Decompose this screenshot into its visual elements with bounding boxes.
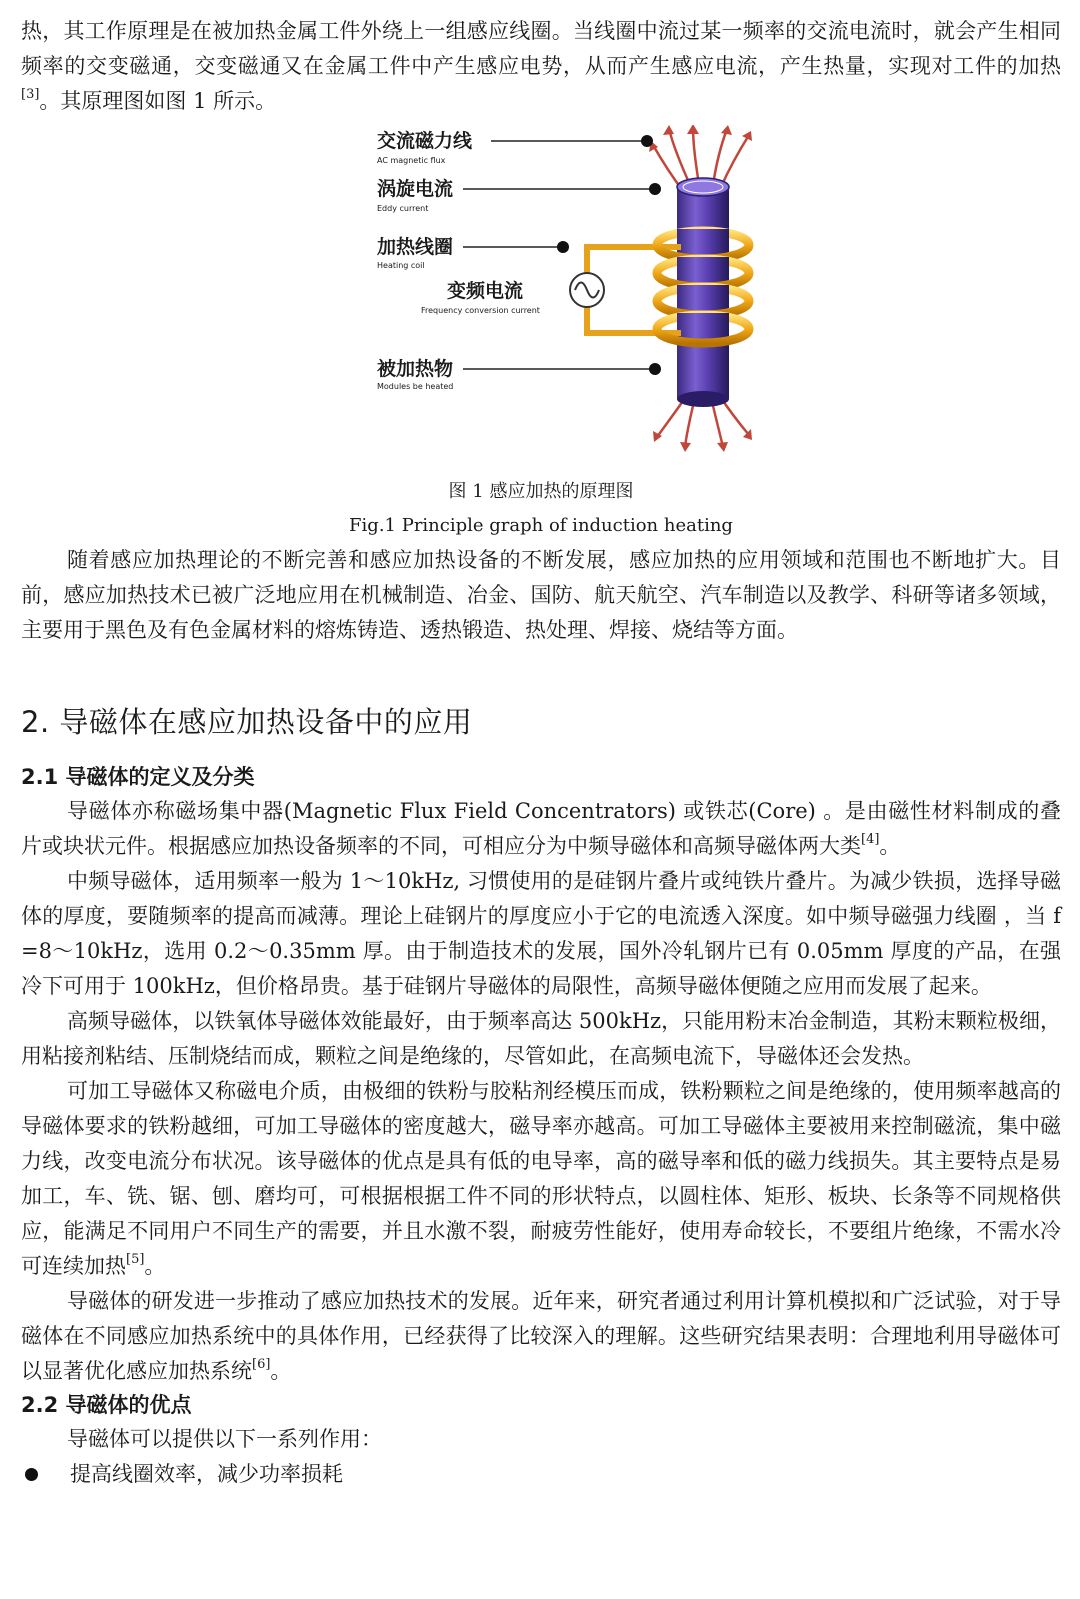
citation-3[interactable]: [3] — [21, 87, 40, 102]
induction-heating-diagram — [351, 125, 771, 455]
subsection-2-2-title: 2.2 导磁体的优点 — [21, 1393, 192, 1417]
figure-induction-heating — [21, 125, 1061, 467]
page-content — [21, 14, 1061, 1492]
figure-caption-cn: 图 1 感应加热的原理图 — [448, 481, 634, 502]
label-ac-flux-cn: 交流磁力线 — [377, 130, 473, 152]
subsection-2-1-title: 2.1 导磁体的定义及分类 — [21, 765, 255, 789]
label-freq-cn: 变频电流 — [447, 280, 524, 302]
paragraph-medium-frequency: 中频导磁体，适用频率一般为 1～10kHz, 习惯使用的是硅钢片叠片或纯铁片叠片。为减少铁损，选择导磁体的厚度，要随频率的提高而减薄。理论上硅钢片的厚度应小于它的电流透入深度。如中频导磁强力线圈 ，当 f =8～10kHz，选用 0.2～0.35mm 厚。由于制造技术的发展，国外冷轧钢片已有 0.05mm 厚度的产品，在强冷下可用于 100kHz，但价格昂贵。基于硅钢片导磁体的局限性，高频导磁体便随之应用而发展了起来。 — [21, 869, 1061, 998]
citation-5[interactable]: [5] — [126, 1252, 145, 1267]
bullet-item — [21, 1457, 1061, 1492]
citation-4[interactable]: [4] — [861, 832, 880, 847]
intro-paragraph: 热，其工作原理是在被加热金属工件外绕上一组感应线圈。当线圈中流过某一频率的交流电流时，就会产生相同频率的交变磁通，交变磁通又在金属工件中产生感应电势，从而产生感应电流，产生热量，实现对工件的加热[3]。其原理图如图 1 所示。 — [21, 19, 1061, 113]
paragraph-functions-intro: 导磁体可以提供以下一系列作用： — [67, 1427, 382, 1451]
paragraph-high-frequency: 高频导磁体，以铁氧体导磁体效能最好，由于频率高达 500kHz，只能用粉末冶金制造，其粉末颗粒极细，用粘接剂粘结、压制烧结而成，颗粒之间是绝缘的，尽管如此，在高频电流下，导磁体还会发热。 — [21, 1009, 1061, 1068]
label-heated-en: Modules be heated — [377, 382, 454, 391]
label-coil-en: Heating coil — [377, 261, 425, 270]
section-2-title: 2. 导磁体在感应加热设备中的应用 — [21, 705, 473, 739]
paragraph-definition: 导磁体亦称磁场集中器(Magnetic Flux Field Concentrators) 或铁芯(Core) 。是由磁性材料制成的叠片或块状元件。根据感应加热设备频率的不同，可相应分为中频导磁体和高频导磁体两大类[4]。 — [21, 799, 1061, 858]
bullet-text: 提高线圈效率，减少功率损耗 — [70, 1462, 343, 1486]
paragraph-research: 导磁体的研发进一步推动了感应加热技术的发展。近年来，研究者通过利用计算机模拟和广泛试验，对于导磁体在不同感应加热系统中的具体作用，已经获得了比较深入的理解。这些研究结果表明：合理地利用导磁体可以显著优化感应加热系统[6]。 — [21, 1289, 1061, 1383]
label-eddy-en: Eddy current — [377, 204, 429, 213]
label-freq-en: Frequency conversion current — [421, 306, 540, 315]
label-heated-cn: 被加热物 — [377, 358, 454, 380]
figure-caption-en: Fig.1 Principle graph of induction heating — [349, 515, 733, 536]
label-eddy-cn: 涡旋电流 — [377, 178, 454, 200]
bullet-icon — [25, 1468, 38, 1481]
label-ac-flux-en: AC magnetic flux — [377, 156, 446, 165]
paragraph-machinable: 可加工导磁体又称磁电介质，由极细的铁粉与胶粘剂经模压而成，铁粉颗粒之间是绝缘的，使用频率越高的导磁体要求的铁粉越细，可加工导磁体的密度越大，磁导率亦越高。可加工导磁体主要被用来控制磁流，集中磁力线，改变电流分布状况。该导磁体的优点是具有低的电导率，高的磁导率和低的磁力线损失。其主要特点是易加工，车、铣、锯、刨、磨均可，可根据根据工件不同的形状特点，以圆柱体、矩形、板块、长条等不同规格供应，能满足不同用户不同生产的需要，并且水激不裂，耐疲劳性能好，使用寿命较长，不要组片绝缘，不需水冷可连续加热[5]。 — [21, 1079, 1061, 1278]
citation-6[interactable]: [6] — [252, 1357, 271, 1372]
paragraph-applications: 随着感应加热理论的不断完善和感应加热设备的不断发展，感应加热的应用领域和范围也不断地扩大。目前，感应加热技术已被广泛地应用在机械制造、冶金、国防、航天航空、汽车制造以及教学、科研等诸多领域，主要用于黑色及有色金属材料的熔炼铸造、透热锻造、热处理、焊接、烧结等方面。 — [21, 548, 1061, 642]
label-coil-cn: 加热线圈 — [377, 236, 454, 258]
